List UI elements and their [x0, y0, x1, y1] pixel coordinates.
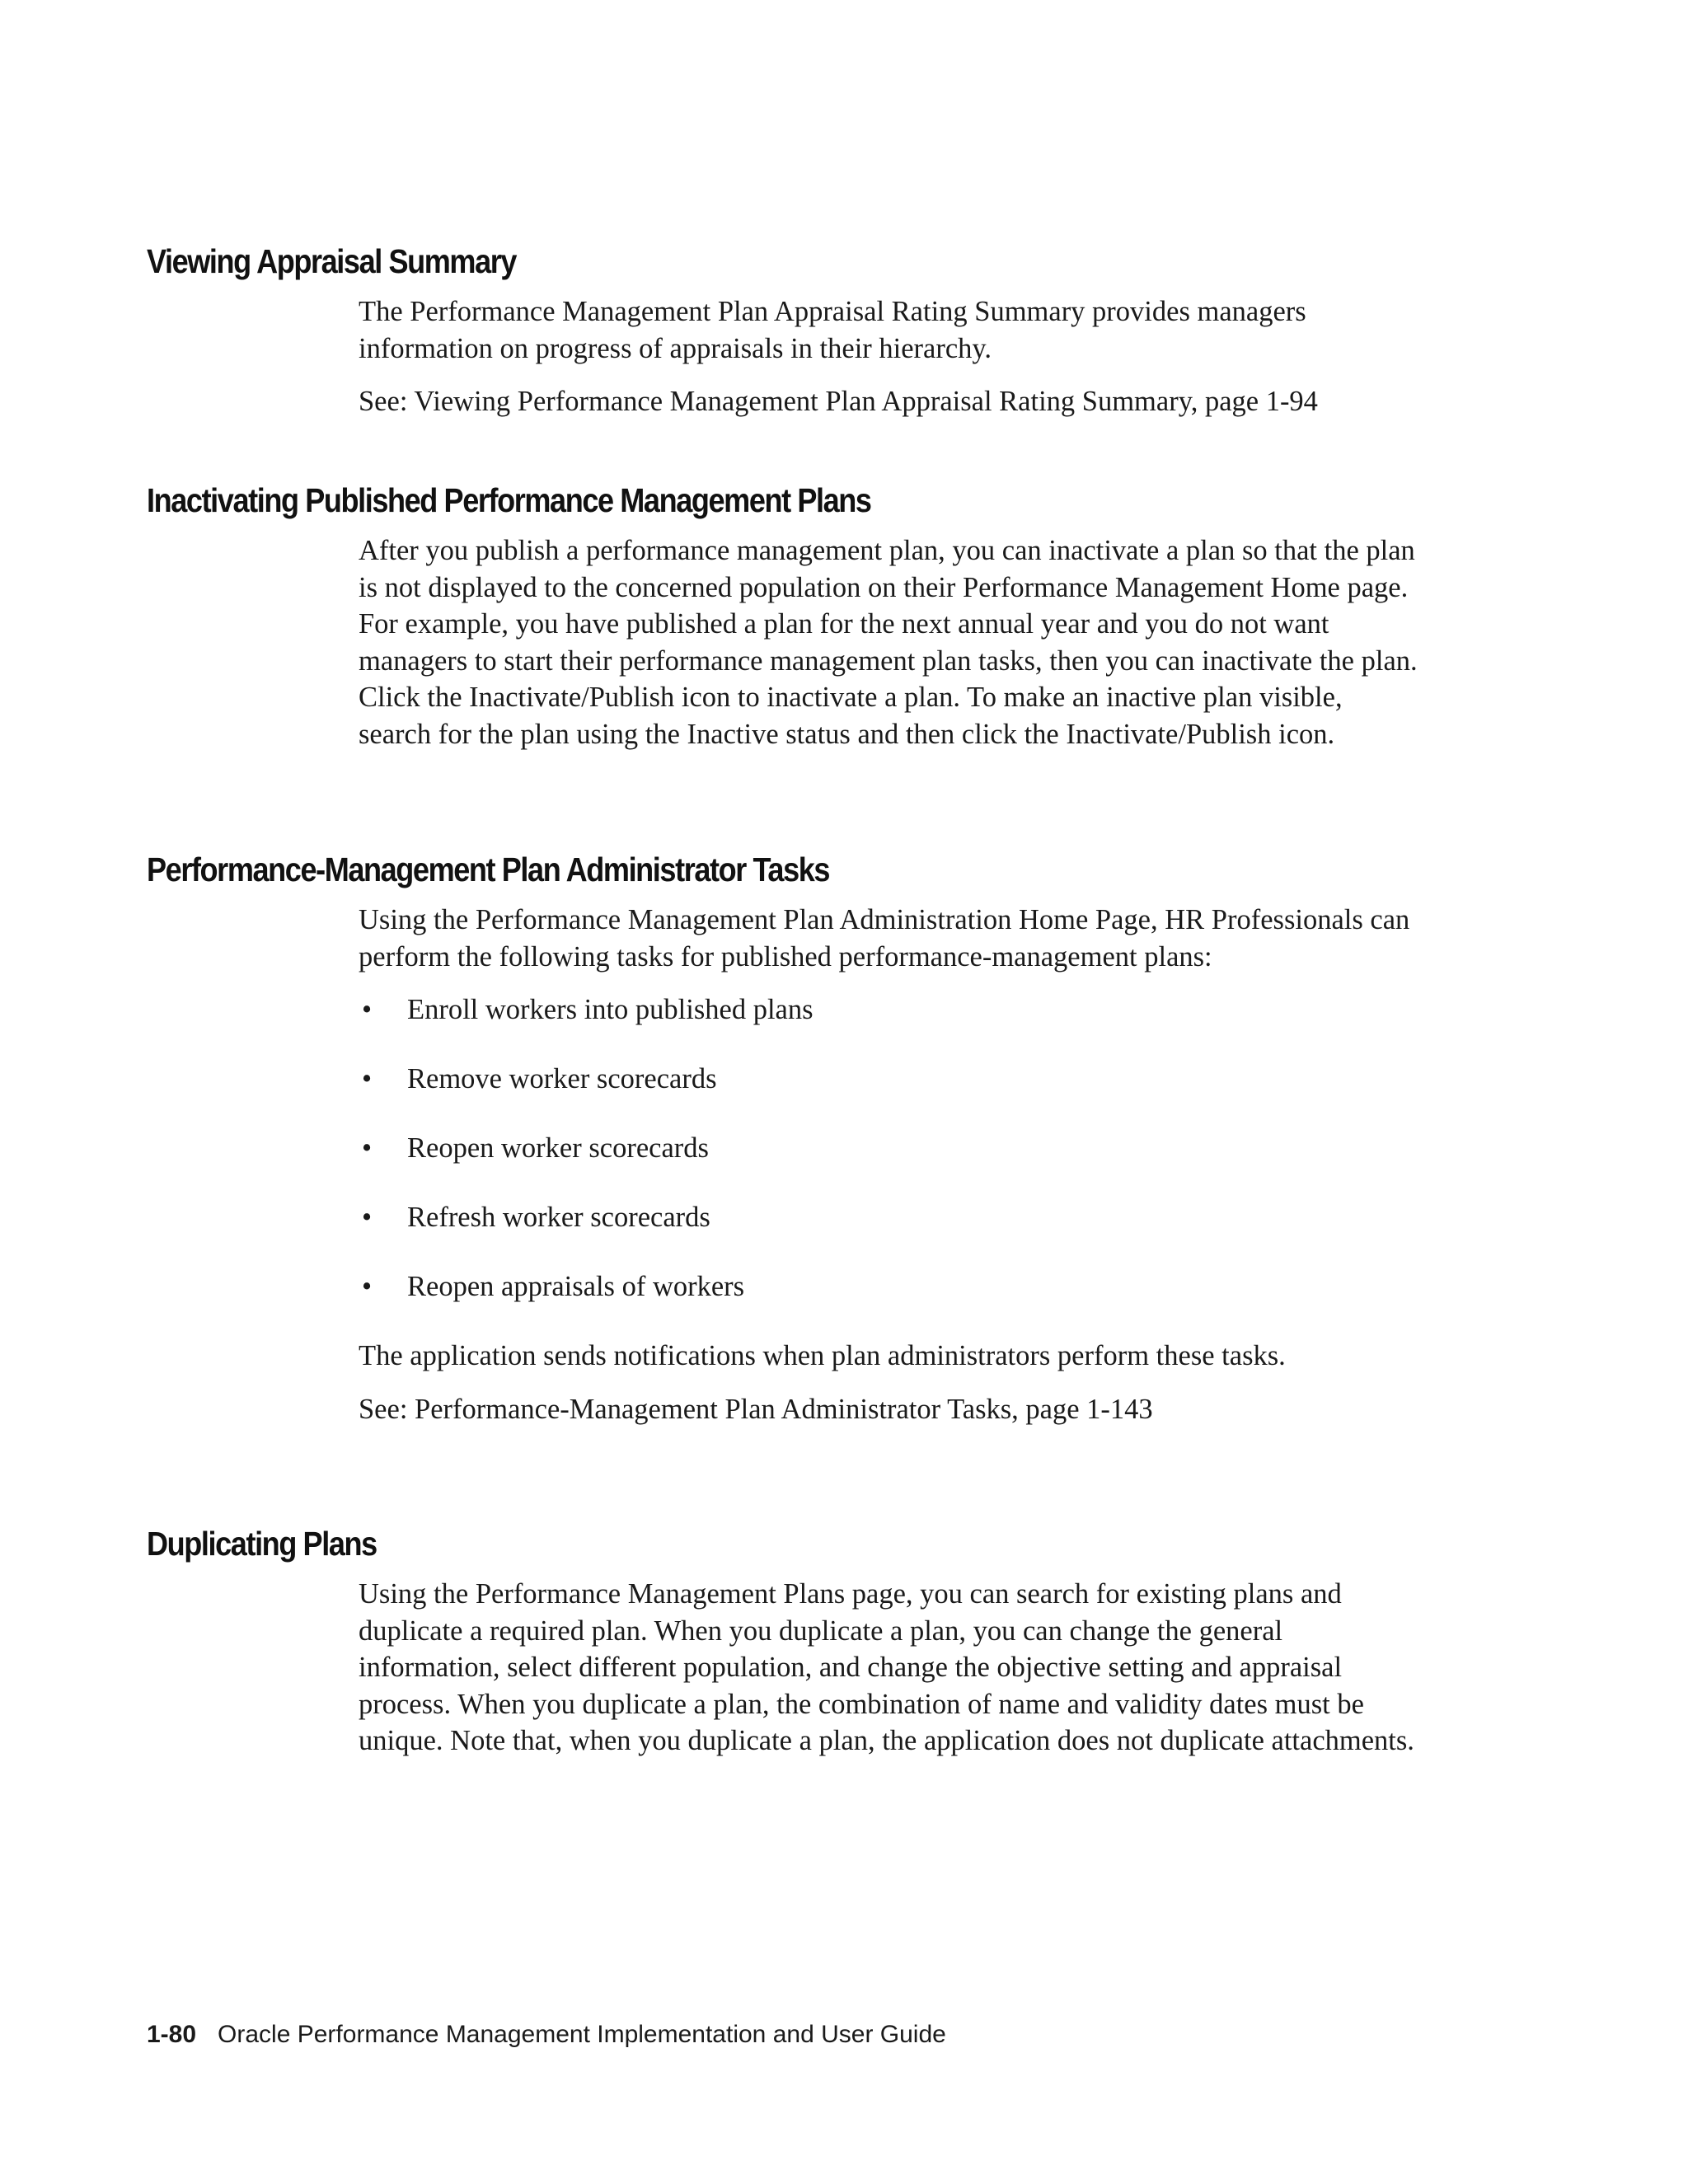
book-title: Oracle Performance Management Implementation and User Guide [218, 2021, 946, 2048]
list-item-text: Enroll workers into published plans [407, 994, 814, 1025]
section-body [359, 902, 1422, 1427]
paragraph: After you publish a performance management plan, you can inactivate a plan so that the plan is not displayed to the concerned population on their Performance Management Home page. For example, you have published a plan for the next annual year and you do not want managers to start their performance management plan tasks, then you can inactivate the plan. Click the Inactivate/Publish icon to inactivate a plan. To make an inactive plan visible, search for the plan using the Inactive status and then click the Inactivate/Publish icon. [359, 535, 1418, 750]
section-body [359, 293, 1422, 420]
paragraph-cross-reference: See: Performance-Management Plan Administrator Tasks, page 1-143 [359, 1393, 1153, 1425]
bullet-icon: • [362, 1132, 373, 1164]
page-footer [147, 2021, 946, 2049]
bullet-icon: • [362, 994, 373, 1025]
bullet-icon: • [362, 1063, 373, 1094]
section-heading: Duplicating Plans [147, 1525, 377, 1563]
bullet-icon: • [362, 1202, 373, 1233]
list-item-text: Reopen appraisals of workers [407, 1271, 745, 1302]
section-heading: Performance-Management Plan Administrator Tasks [147, 851, 830, 888]
task-list [359, 991, 1422, 1338]
page-number: 1-80 [147, 2021, 197, 2048]
section-heading: Viewing Appraisal Summary [147, 242, 517, 280]
paragraph: The Performance Management Plan Appraisal Rating Summary provides managers information on progress of appraisals in their hierarchy. [359, 296, 1306, 364]
paragraph-cross-reference: See: Viewing Performance Management Plan Appraisal Rating Summary, page 1-94 [359, 386, 1318, 417]
list-item [359, 1268, 1422, 1338]
list-item [359, 991, 1422, 1061]
list-item [359, 1130, 1422, 1199]
list-item [359, 1199, 1422, 1268]
paragraph: Using the Performance Management Plans page, you can search for existing plans and duplicate a required plan. When you duplicate a plan, you can change the general information, select different population, and change the objective setting and appraisal process. When you duplicate a plan, the combination of name and validity dates must be unique. Note that, when you duplicate a plan, the application does not duplicate attachments. [359, 1578, 1414, 1756]
list-item-text: Remove worker scorecards [407, 1063, 717, 1094]
list-item [359, 1061, 1422, 1130]
list-item-text: Reopen worker scorecards [407, 1132, 709, 1164]
bullet-icon: • [362, 1271, 373, 1302]
section-body [359, 1576, 1422, 1760]
paragraph-intro: Using the Performance Management Plan Administration Home Page, HR Professionals can perform the following tasks for published performance-management plans: [359, 904, 1410, 972]
section-heading: Inactivating Published Performance Management Plans [147, 481, 871, 519]
section-body [359, 532, 1422, 752]
list-item-text: Refresh worker scorecards [407, 1202, 710, 1233]
paragraph: The application sends notifications when plan administrators perform these tasks. [359, 1340, 1286, 1371]
